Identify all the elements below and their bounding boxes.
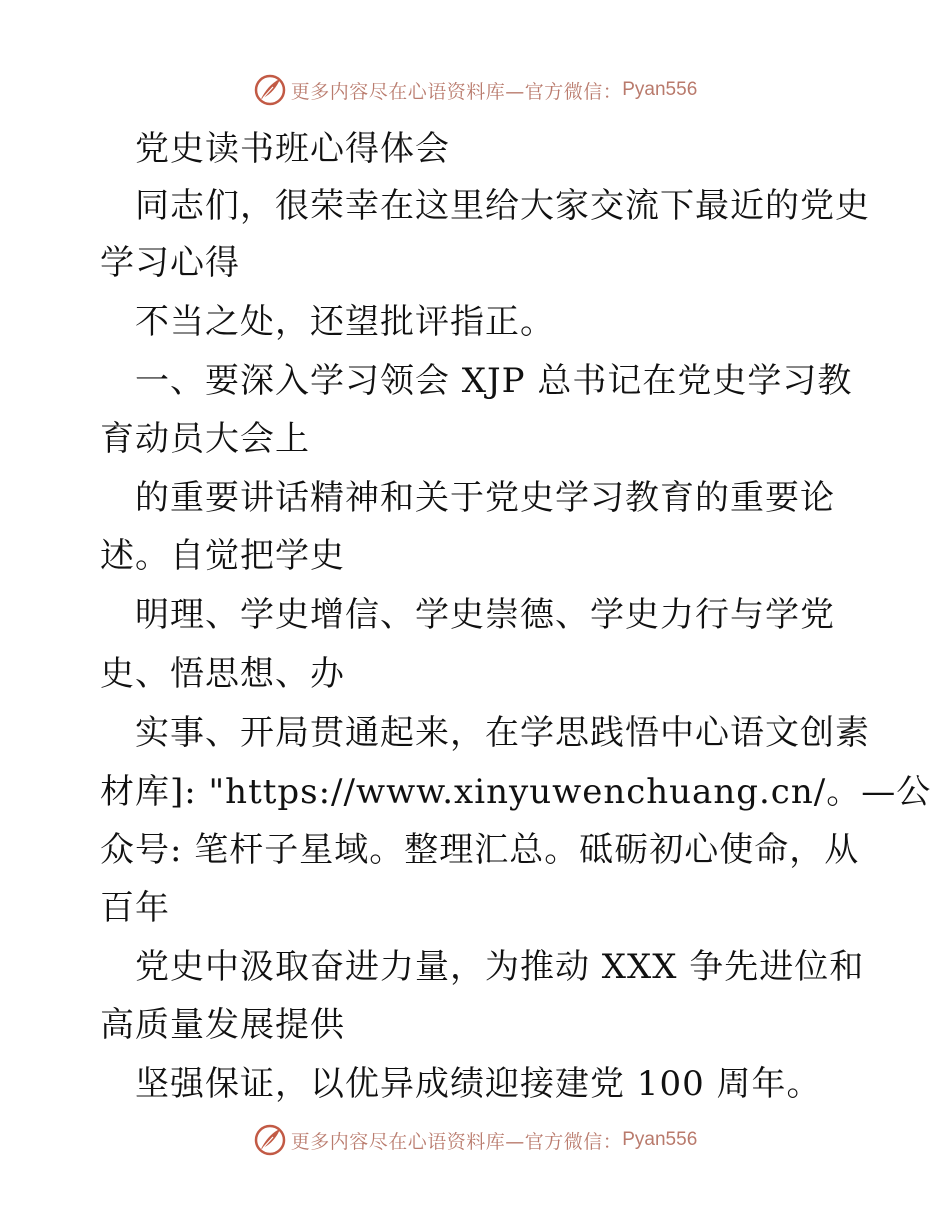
paragraph-line: 同志们，很荣幸在这里给大家交流下最近的党史 bbox=[135, 186, 870, 226]
section-heading-line: 一、要深入学习领会 XJP 总书记在党史学习教 bbox=[135, 361, 853, 401]
paragraph-line: 高质量发展提供 bbox=[100, 1005, 345, 1045]
paragraph-line: 众号: 笔杆子星域。整理汇总。砥砺初心使命，从 bbox=[100, 830, 860, 870]
wechat-id: Pyan556 bbox=[622, 79, 698, 100]
paragraph-line: 明理、学史增信、学史崇德、学史力行与学党 bbox=[135, 595, 835, 635]
paragraph-line: 百年 bbox=[100, 888, 170, 928]
paragraph-line: 不当之处，还望批评指正。 bbox=[135, 302, 555, 342]
paragraph-line: 实事、开局贯通起来，在学思践悟中心语文创素 bbox=[135, 713, 870, 753]
document-title: 党史读书班心得体会 bbox=[135, 129, 450, 169]
paragraph-line: 的重要讲话精神和关于党史学习教育的重要论 bbox=[135, 478, 835, 518]
paragraph-line: 坚强保证，以优异成绩迎接建党 100 周年。 bbox=[135, 1064, 822, 1104]
wechat-id: Pyan556 bbox=[622, 1129, 698, 1150]
section-heading-line: 育动员大会上 bbox=[100, 419, 310, 459]
paragraph-line: 学习心得 bbox=[100, 243, 240, 283]
paragraph-line: 材库]: "https://www.xinyuwenchuang.cn/。—公 bbox=[100, 772, 932, 812]
paragraph-line: 党史中汲取奋进力量，为推动 XXX 争先进位和 bbox=[135, 947, 865, 987]
watermark-text: 更多内容尽在心语资料库—官方微信： bbox=[290, 1130, 623, 1153]
paragraph-line: 史、悟思想、办 bbox=[100, 654, 345, 694]
paragraph-line: 述。自觉把学史 bbox=[100, 536, 345, 576]
footer-watermark bbox=[0, 1122, 950, 1158]
feather-pen-logo-icon bbox=[253, 1123, 287, 1157]
watermark-text: 更多内容尽在心语资料库—官方微信： bbox=[290, 80, 623, 103]
